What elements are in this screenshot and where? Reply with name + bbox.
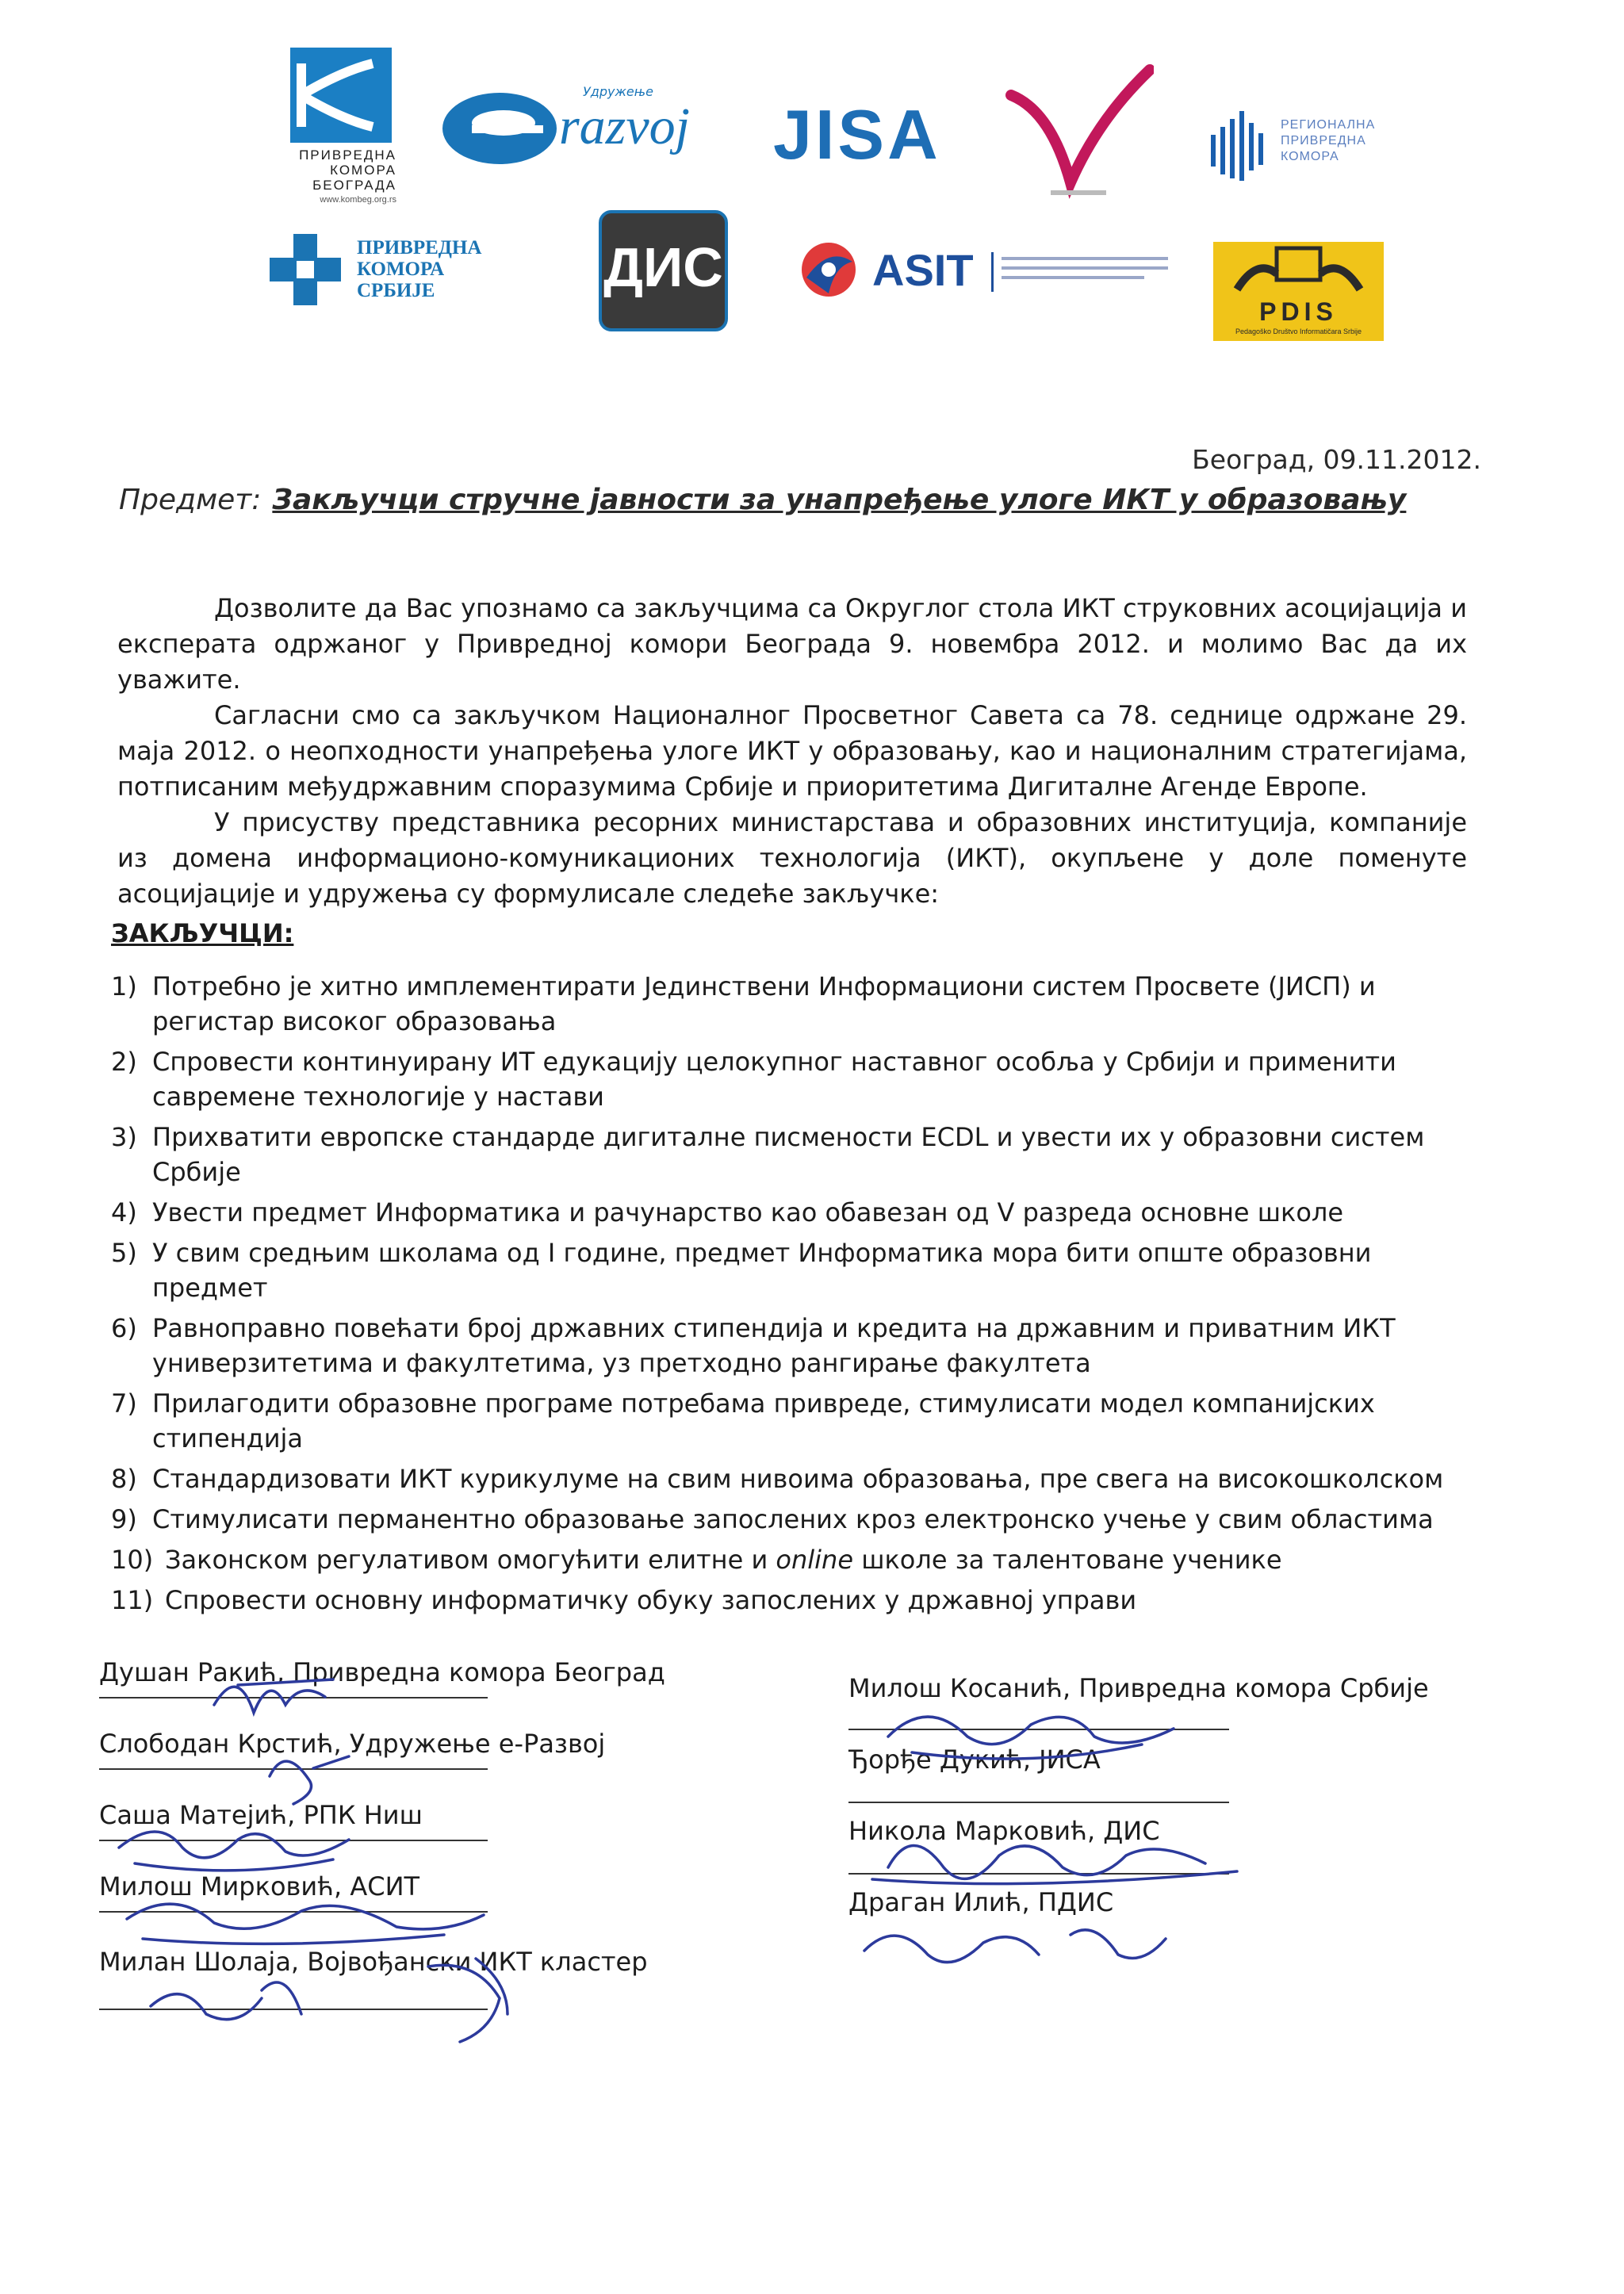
signature-scribble-2	[270, 1756, 349, 1804]
conclusions-heading: ЗАКЉУЧЦИ:	[111, 918, 294, 948]
signature-scribble-1	[214, 1679, 333, 1713]
conclusion-item: 3) Прихватити европске стандарде дигиталне писмености ECDL и увести их у образовни систем Србије	[111, 1122, 1425, 1187]
signatory-name: Никола Марковић, ДИС	[848, 1816, 1160, 1846]
conclusion-item: 1) Потребно је хитно имплементирати Јединствени Информациони систем Просвете (ЈИСП) и регистар високог образовања	[111, 971, 1376, 1036]
conclusion-item: 8) Стандардизовати ИКТ курикулуме на свим нивоима образовања, пре свега на високошколском	[111, 1464, 1444, 1494]
body-paragraph: Сагласни смо са закључком Националног Просветног Савета са 78. седнице одржане 29. маја 2012. о неопходности унапређења улоге ИКТ у образовању, као и националним стратегијама, потписаним међудржавним споразумима Србије и приоритетима Дигиталне Агенде Европе.	[117, 700, 1467, 802]
pks-logo-text: ПРИВРЕДНА КОМОРА СРБИЈЕ	[357, 237, 482, 301]
conclusion-item: 4) Увести предмет Информатика и рачунарство као обавезан од V разреда основне школе	[111, 1197, 1344, 1227]
jisa-logo-text: JISA	[773, 95, 941, 174]
document-date: Београд, 09.11.2012.	[1192, 444, 1481, 475]
signatory-name: Саша Матејић, РПК Ниш	[99, 1800, 423, 1830]
conclusion-item: 2) Спровести континуирану ИТ едукацију целокупног наставног особља у Србији и применити савремене технологије у настави	[111, 1047, 1396, 1112]
signatory-name: Милан Шолаја, Војвођански ИКТ кластер	[99, 1947, 648, 1977]
conclusion-item: 9) Стимулисати перманентно образовање запослених кроз електронско учење у свим областима	[111, 1504, 1434, 1534]
signatory-name: Милош Косанић, Привредна комора Србије	[848, 1673, 1429, 1703]
signatory-name: Милош Мирковић, АСИТ	[99, 1871, 420, 1901]
subject-title: Закључци стручне јавности за унапређење улоге ИКТ у образовању	[272, 484, 1407, 516]
conclusion-item: 5) У свим средњим школама од I године, предмет Информатика мора бити опште образовни предмет	[111, 1238, 1372, 1303]
asit-logo-text: ASIT	[872, 245, 974, 295]
conclusion-item: 7) Прилагодити образовне програме потребама привреде, стимулисати модел компанијских стипендија	[111, 1388, 1375, 1453]
body-paragraph: У присуству представника ресорних министарстава и образовних институција, компаније из домена информационо-комуникационих технологија (ИКТ), окупљене у доле поменуте асоцијације и удружења су формулисале следеће закључке:	[117, 807, 1467, 909]
erazvoj-logo-text: razvoj	[559, 98, 690, 155]
subject-label: Предмет:	[119, 484, 262, 516]
conclusion-item: 10) Законском регулативом омогућити елитне и online школе за талентоване ученике	[111, 1545, 1282, 1575]
signatory-name: Слободан Крстић, Удружење е-Развој	[99, 1729, 606, 1759]
pkb-logo-url: www.kombeg.org.rs	[320, 195, 396, 205]
signature-scribble-8	[864, 1930, 1166, 1963]
conclusion-item: 11) Спровести основну информатичку обуку запослених у државној управи	[111, 1585, 1137, 1615]
signatory-name: Драган Илић, ПДИС	[848, 1887, 1114, 1917]
signatory-name: Ђорђе Дукић, ЈИСА	[848, 1744, 1101, 1775]
conclusion-item: 6) Равноправно повећати број државних стипендија и кредита на државним и приватним ИКТ универзитетима и факултетима, уз претходно рангирање факултета	[111, 1313, 1396, 1378]
body-paragraph: Дозволите да Вас упознамо са закључцима са Округлог стола ИКТ струковних асоцијација и експерата одржаног у Привредној комори Београда 9. новембра 2012. и молимо Вас да их уважите.	[117, 593, 1467, 695]
signature-scribble-6	[888, 1717, 1174, 1759]
pkb-logo-text: ПРИВРЕДНА КОМОРА БЕОГРАДА	[299, 147, 396, 193]
signature-scribble-4	[127, 1904, 484, 1944]
pdis-logo-subtext: Pedagoško Društvo Informatičara Srbije	[1235, 327, 1362, 335]
signature-scribble-5	[151, 1959, 508, 2042]
erazvoj-tagline: Удружење	[583, 84, 653, 99]
regional-logo-text: РЕГИОНАЛНА ПРИВРЕДНА КОМОРА	[1281, 118, 1376, 163]
signature-scribble-7	[872, 1846, 1237, 1884]
signature-scribble-3	[119, 1832, 349, 1871]
dis-logo-text: ДИС	[603, 236, 723, 298]
signatory-name: Душан Ракић, Привредна комора Београд	[99, 1657, 665, 1687]
pdis-logo-text: PDIS	[1259, 297, 1338, 326]
